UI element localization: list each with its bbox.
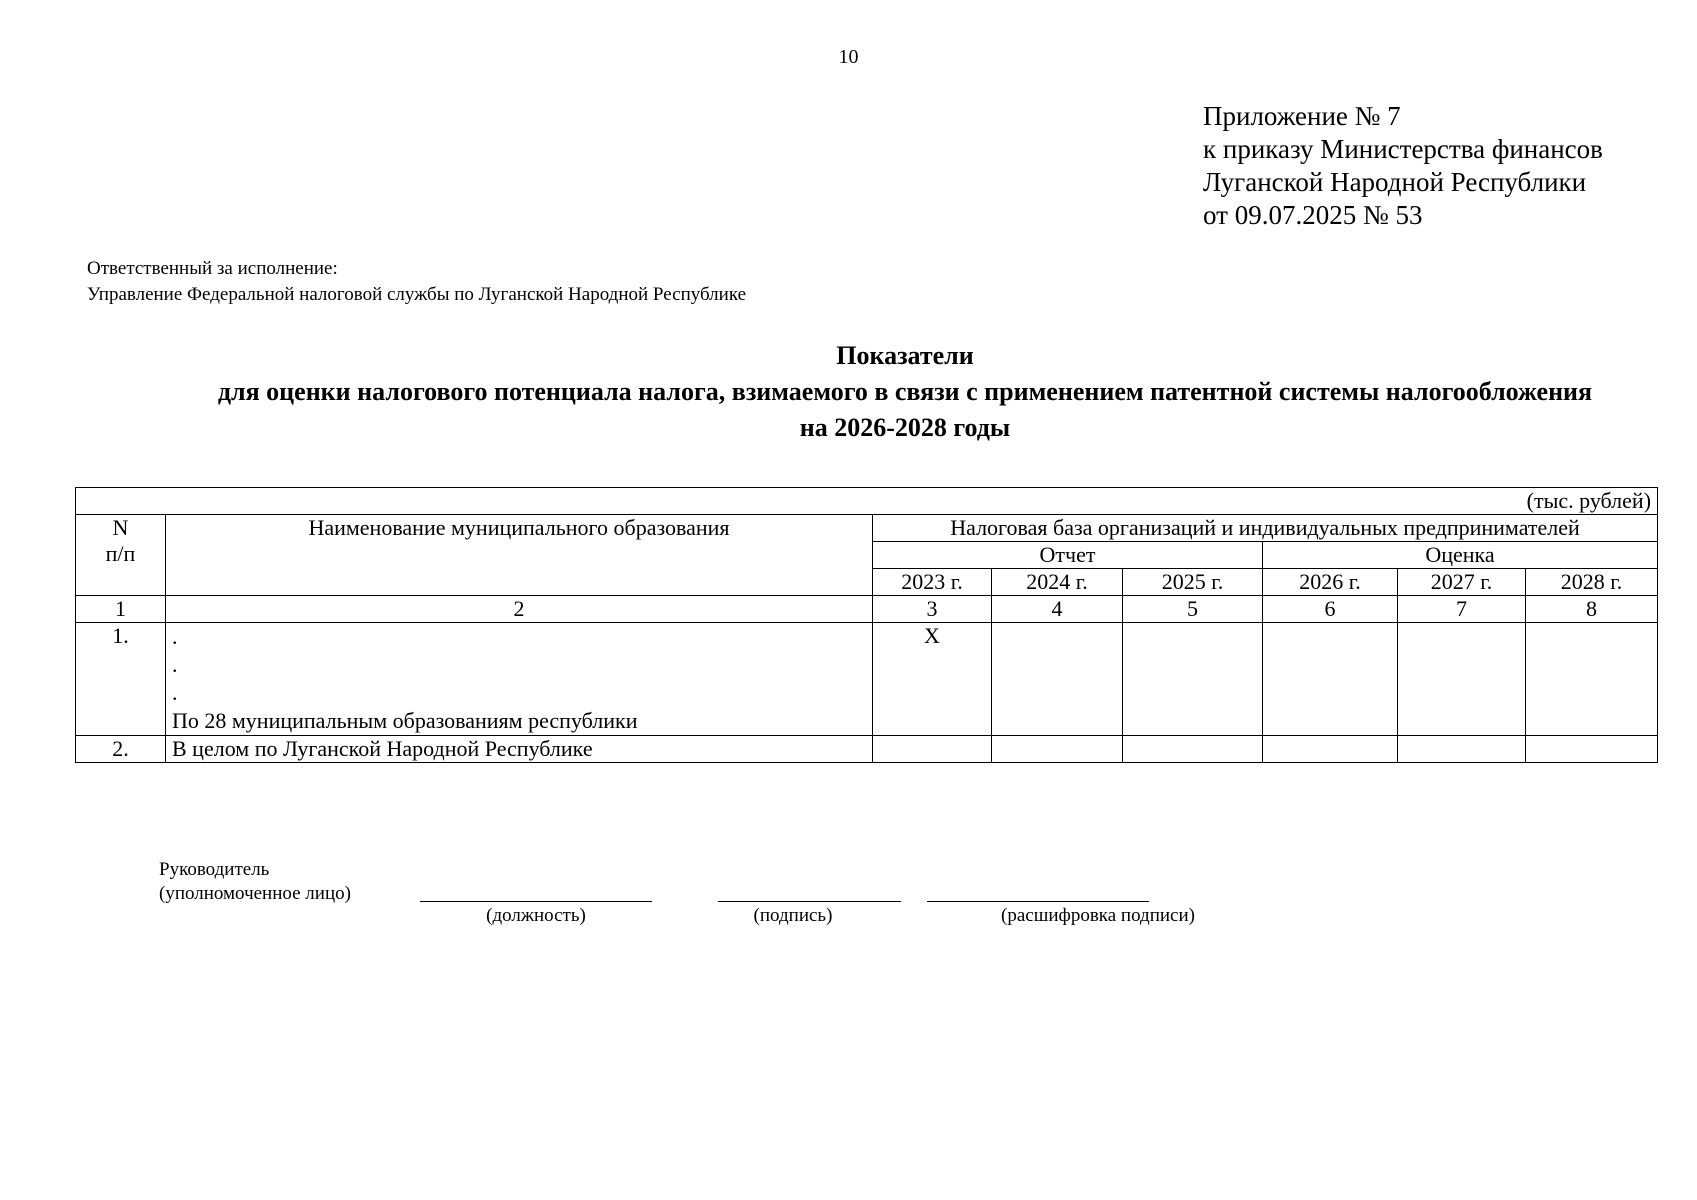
row-value: [992, 736, 1123, 763]
row-value: [1263, 623, 1398, 736]
row-number: 1.: [76, 623, 166, 736]
column-number: 6: [1263, 596, 1398, 623]
row-name-line: .: [172, 624, 178, 649]
column-numbers-row: [76, 596, 1658, 623]
header-year: 2024 г.: [992, 569, 1123, 596]
appendix-line: к приказу Министерства финансов: [1203, 134, 1603, 164]
title-line: для оценки налогового потенциала налога, взимаемого в связи с применением патентной системы налогообложения: [217, 377, 1593, 406]
row-value: [1123, 736, 1263, 763]
row-value: [1398, 623, 1526, 736]
indicators-table: [75, 487, 1658, 763]
header-row-1: [76, 515, 1658, 542]
header-name: Наименование муниципального образования: [166, 515, 873, 596]
header-year: 2023 г.: [873, 569, 992, 596]
header-year: 2026 г.: [1263, 569, 1398, 596]
decoding-caption: (расшифровка подписи): [1001, 905, 1195, 926]
row-number: 2.: [76, 736, 166, 763]
appendix-reference: [1203, 100, 1603, 232]
column-number: 1: [76, 596, 166, 623]
appendix-line: Приложение № 7: [1203, 101, 1401, 131]
decoding-line: [927, 901, 1149, 902]
column-number: 8: [1526, 596, 1658, 623]
header-number-n: N: [112, 515, 129, 540]
table-row: [76, 623, 1658, 736]
header-year: 2028 г.: [1526, 569, 1658, 596]
column-number: 3: [873, 596, 992, 623]
row-name: В целом по Луганской Народной Республике: [166, 736, 873, 763]
header-number: [76, 515, 166, 596]
row-value: X: [873, 623, 992, 736]
responsible-block: [87, 256, 746, 308]
row-name-line: По 28 муниципальным образованиям республики: [172, 708, 638, 733]
appendix-line: Луганской Народной Республики: [1203, 167, 1587, 197]
column-number: 2: [166, 596, 873, 623]
header-year: 2025 г.: [1123, 569, 1263, 596]
responsible-organization: Управление Федеральной налоговой службы по Луганской Народной Республике: [87, 284, 747, 305]
row-name: [166, 623, 873, 736]
row-value: [1123, 623, 1263, 736]
units-row: [76, 488, 1658, 515]
row-value: [992, 623, 1123, 736]
row-name-line: .: [172, 652, 178, 677]
row-value: [1263, 736, 1398, 763]
units-label: (тыс. рублей): [76, 488, 1658, 515]
row-value: [1398, 736, 1526, 763]
column-number: 7: [1398, 596, 1526, 623]
title-line: Показатели: [836, 341, 974, 370]
position-line: [420, 901, 652, 902]
header-year: 2027 г.: [1398, 569, 1526, 596]
position-caption: (должность): [486, 905, 586, 926]
header-report: Отчет: [873, 542, 1263, 569]
table-row: [76, 736, 1658, 763]
row-value: [1526, 623, 1658, 736]
header-tax-base: Налоговая база организаций и индивидуальных предпринимателей: [873, 515, 1658, 542]
row-name-line: .: [172, 680, 178, 705]
header-estimate: Оценка: [1263, 542, 1658, 569]
header-number-pp: п/п: [105, 541, 136, 566]
document-title: [60, 338, 1697, 446]
column-number: 4: [992, 596, 1123, 623]
appendix-line: от 09.07.2025 № 53: [1203, 200, 1423, 230]
row-value: [873, 736, 992, 763]
signature-caption: (подпись): [753, 905, 833, 926]
row-value: [1526, 736, 1658, 763]
signature-line: [718, 901, 901, 902]
title-line: на 2026-2028 годы: [799, 413, 1011, 442]
responsible-label: Ответственный за исполнение:: [87, 258, 338, 279]
column-number: 5: [1123, 596, 1263, 623]
page-number: 10: [838, 46, 859, 68]
signature-head-label: [159, 858, 351, 906]
signature-head-line: Руководитель: [159, 859, 270, 880]
signature-head-line: (уполномоченное лицо): [159, 883, 351, 904]
